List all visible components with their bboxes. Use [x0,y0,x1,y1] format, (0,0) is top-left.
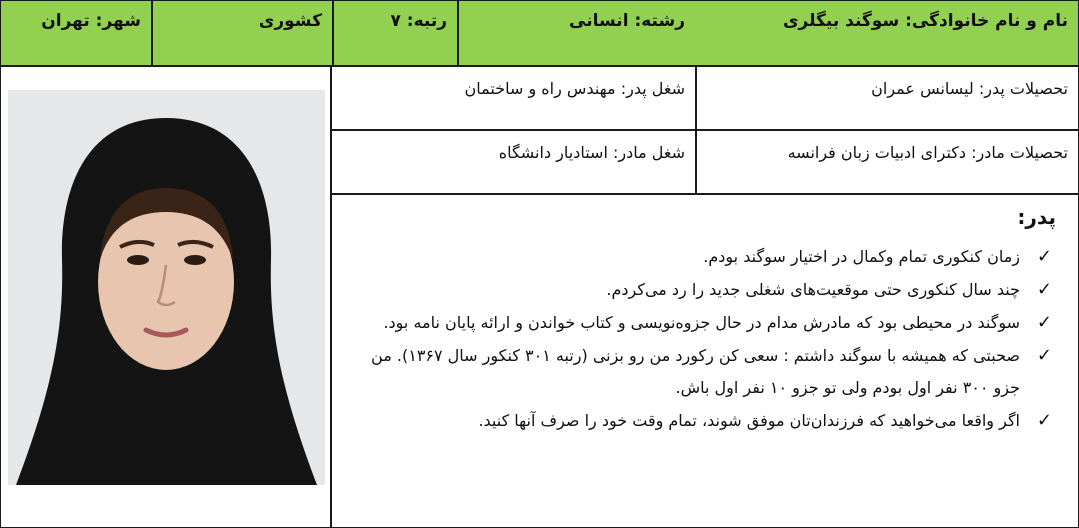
student-name: نام و نام خانوادگی: سوگند بیگلری [782,11,1068,31]
bio-heading: پدر: [1017,205,1056,229]
bio-list [346,241,1056,437]
bio-item-text: سوگند در محیطی بود که مادرش مدام در حال جزوه‌نویسی و کتاب خواندن و ارائه پایان نامه بود. [383,313,1020,332]
bio-item-text: اگر واقعا می‌خواهید که فرزندان‌تان موفق شوند، تمام وقت خود را صرف آنها کنید. [478,411,1020,430]
header-bar [1,1,1078,67]
rank-scope: کشوری [151,1,332,65]
bio-item-text: صحبتی که همیشه با سوگند داشتم : سعی کن رکورد من رو بزنی (رتبه ۳۰۱ کنکور سال ۱۳۶۷). من جزو ۳۰۰ نفر اول بودم ولی تو جزو ۱۰ نفر اول باش. [371,346,1020,397]
info-row-father [332,67,1078,131]
bio-item [346,274,1056,306]
photo-column [1,67,332,527]
father-job: شغل پدر: مهندس راه و ساختمان [464,79,685,98]
rank: رتبه: ۷ [332,1,457,65]
check-mark-icon: ✓ [1036,312,1052,333]
student-photo [8,90,325,485]
mother-job: شغل مادر: استادیار دانشگاه [498,143,685,162]
bio-item-text: چند سال کنکوری حتی موقعیت‌های شغلی جدید را رد می‌کردم. [606,280,1020,299]
mother-education: تحصیلات مادر: دکترای ادبیات زبان فرانسه [695,131,1078,193]
info-row-mother [332,131,1078,195]
check-mark-icon: ✓ [1036,345,1052,366]
check-mark-icon: ✓ [1036,279,1052,300]
field-of-study: رشته: انسانی [457,1,695,65]
check-mark-icon: ✓ [1036,246,1052,267]
bio-section [332,197,1078,527]
bio-item [346,340,1056,404]
check-mark-icon: ✓ [1036,410,1052,431]
bio-item [346,405,1056,437]
father-education: تحصیلات پدر: لیسانس عمران [695,67,1078,129]
bio-item [346,307,1056,339]
bio-item-text: زمان کنکوری تمام وکمال در اختیار سوگند بودم. [703,247,1020,266]
bio-item [346,241,1056,273]
city: شهر: تهران [41,11,141,31]
